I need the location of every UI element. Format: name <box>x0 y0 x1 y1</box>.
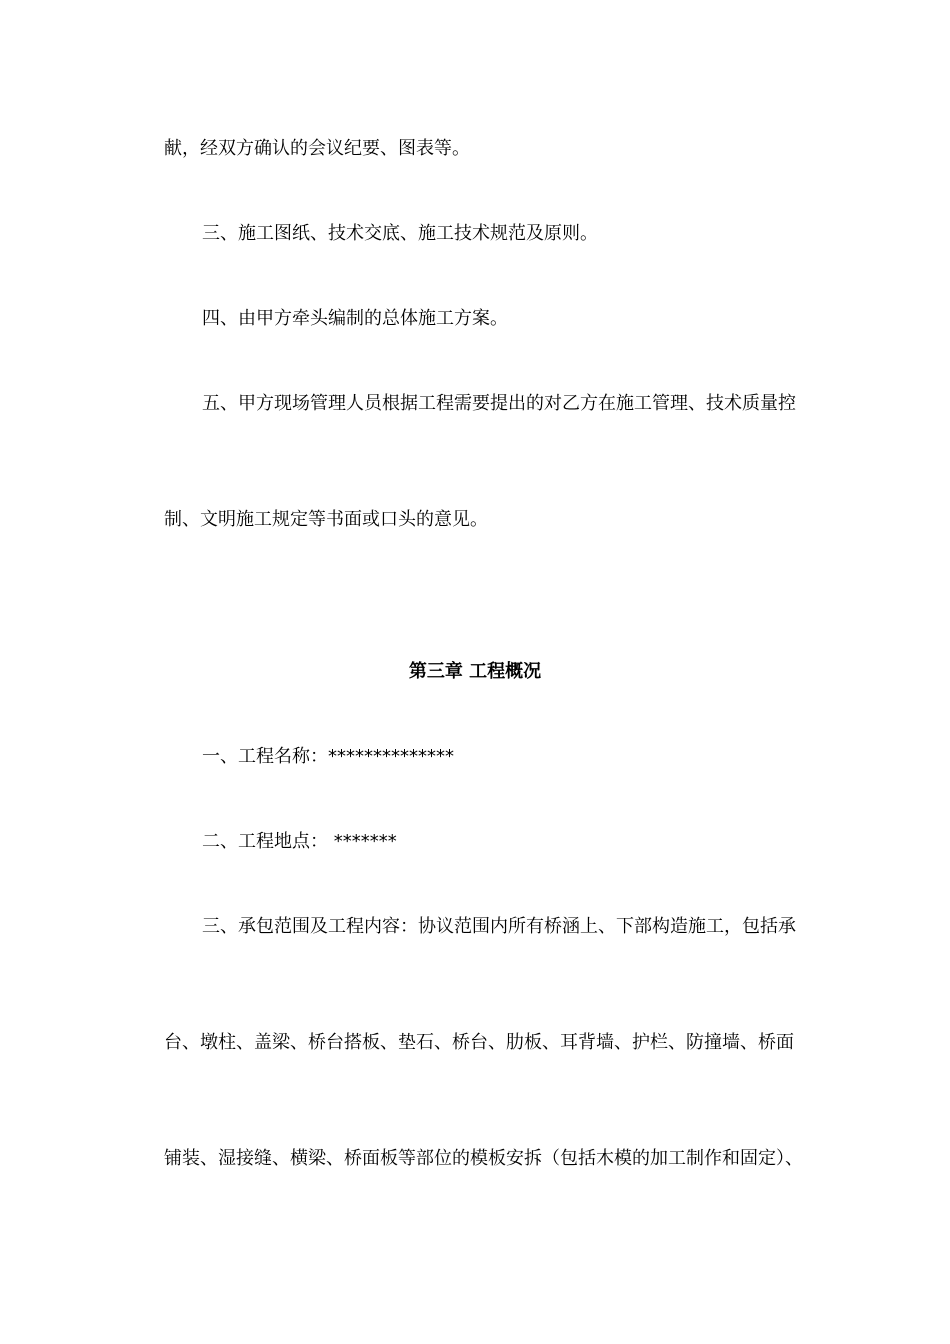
paragraph-item-five-line1: 五、甲方现场管理人员根据工程需要提出的对乙方在施工管理、技术质量控 <box>202 393 796 414</box>
paragraph-item-five-line2: 制、文明施工规定等书面或口头的意见。 <box>164 509 488 530</box>
paragraph-item-three: 三、施工图纸、技术交底、施工技术规范及原则。 <box>202 223 598 244</box>
project-scope-line3: 铺装、湿接缝、横梁、桥面板等部位的模板安拆（包括木模的加工制作和固定）、 <box>164 1148 803 1169</box>
paragraph-continuation-line: 献，经双方确认的会议纪要、图表等。 <box>164 138 470 159</box>
chapter-title: 第三章 工程概况 <box>408 661 542 682</box>
project-scope-line2: 台、墩柱、盖梁、桥台搭板、垫石、桥台、肋板、耳背墙、护栏、防撞墙、桥面 <box>164 1032 794 1053</box>
project-name-line: 一、工程名称：************** <box>202 746 454 767</box>
project-location-line: 二、工程地点： ******* <box>202 831 397 852</box>
paragraph-item-four: 四、由甲方牵头编制的总体施工方案。 <box>202 308 508 329</box>
project-scope-line1: 三、承包范围及工程内容：协议范围内所有桥涵上、下部构造施工，包括承 <box>202 916 796 937</box>
